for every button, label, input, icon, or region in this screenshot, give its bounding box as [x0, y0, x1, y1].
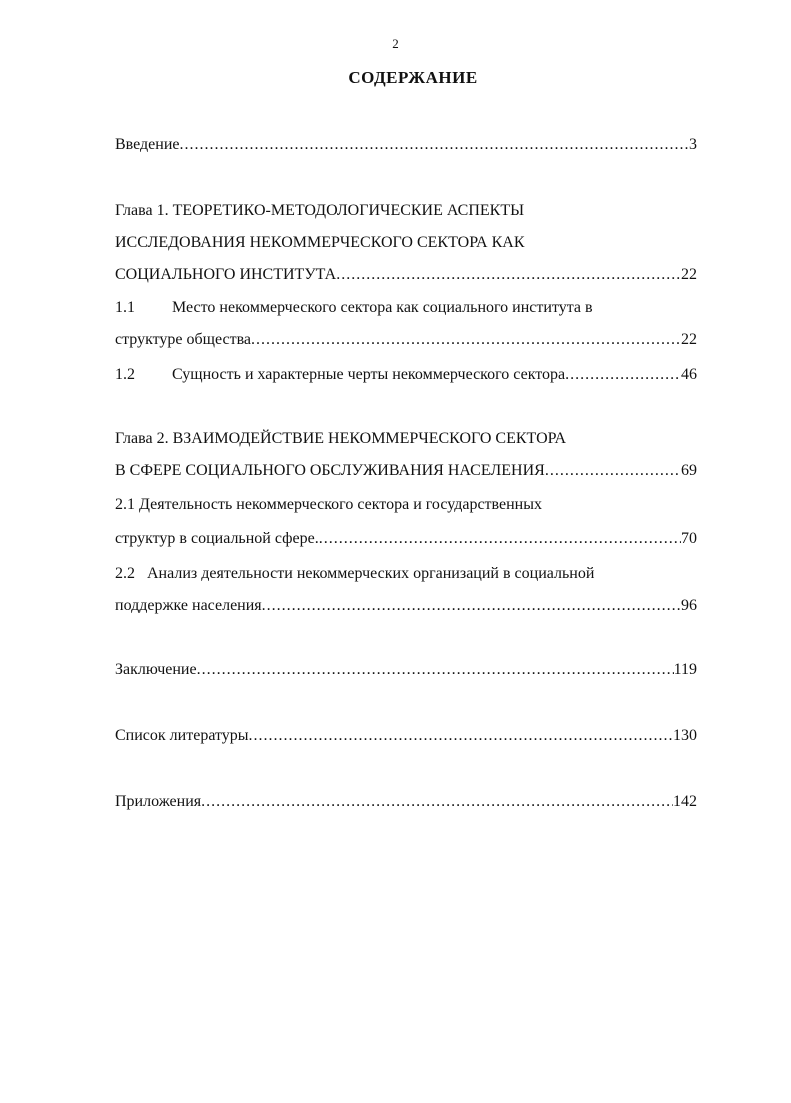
toc-entry-chapter-1[interactable]: [115, 264, 697, 286]
dot-leader: [319, 528, 681, 550]
toc-entry-label: Список литературы: [115, 727, 249, 744]
toc-entry-page: 142: [673, 793, 697, 810]
dot-leader: [180, 134, 690, 156]
toc-entry-chapter-2[interactable]: [115, 460, 697, 482]
chapter-1-heading-line-2[interactable]: ИССЛЕДОВАНИЯ НЕКОММЕРЧЕСКОГО СЕКТОРА КАК: [115, 234, 525, 251]
dot-leader: [336, 264, 681, 286]
page-title: СОДЕРЖАНИЕ: [348, 68, 478, 87]
dot-leader: [262, 595, 681, 617]
toc-entry-page: 69: [681, 462, 697, 479]
dot-leader: [197, 659, 674, 681]
section-title: Место некоммерческого сектора как социального института в: [172, 299, 593, 316]
section-number: 1.1: [115, 299, 135, 316]
dot-leader: [565, 364, 681, 386]
toc-entry-page: 96: [681, 597, 697, 614]
toc-entry-section-1-1-line-1[interactable]: [115, 297, 697, 319]
dot-leader: [201, 791, 673, 813]
toc-entry-section-2-1[interactable]: [115, 528, 697, 550]
dot-leader: [251, 329, 681, 351]
section-title: Сущность и характерные черты некоммерческого сектора: [172, 366, 566, 383]
dot-leader: [545, 460, 681, 482]
chapter-2-heading-line-1[interactable]: Глава 2. ВЗАИМОДЕЙСТВИЕ НЕКОММЕРЧЕСКОГО СЕКТОРА: [115, 430, 567, 447]
toc-entry-page: 3: [689, 136, 697, 153]
toc-entry-section-2-2-line-1[interactable]: 2.2 Анализ деятельности некоммерческих организаций в социальной: [115, 565, 595, 582]
toc-entry-page: 22: [681, 266, 697, 283]
toc-entry-label: В СФЕРЕ СОЦИАЛЬНОГО ОБСЛУЖИВАНИЯ НАСЕЛЕНИЯ: [115, 462, 545, 479]
toc-entry-label: СОЦИАЛЬНОГО ИНСТИТУТА: [115, 266, 337, 283]
page-number: 2: [392, 36, 399, 51]
toc-entry-label: Приложения: [115, 793, 202, 810]
toc-entry-label: Заключение: [115, 661, 197, 678]
toc-entry-references[interactable]: [115, 725, 697, 747]
toc-entry-page: 119: [673, 661, 697, 678]
toc-entry-page: 46: [681, 366, 697, 383]
toc-entry-section-1-1[interactable]: [115, 329, 697, 351]
toc-entry-label: поддержке населения: [115, 597, 262, 614]
toc-entry-label: Введение: [115, 136, 180, 153]
toc-entry-page: 70: [681, 530, 697, 547]
toc-entry-conclusion[interactable]: [115, 659, 697, 681]
chapter-1-heading-line-1[interactable]: Глава 1. ТЕОРЕТИКО-МЕТОДОЛОГИЧЕСКИЕ АСПЕКТЫ: [115, 202, 525, 219]
toc-entry-section-1-2[interactable]: [115, 364, 697, 386]
toc-entry-page: 130: [673, 727, 697, 744]
toc-entry-label: структур в социальной сфере.: [115, 530, 319, 547]
toc-entry-page: 22: [681, 331, 697, 348]
section-number: 1.2: [115, 366, 135, 383]
dot-leader: [249, 725, 673, 747]
toc-entry-label: структуре общества: [115, 331, 252, 348]
toc-entry-introduction[interactable]: [115, 134, 697, 156]
toc-entry-appendices[interactable]: [115, 791, 697, 813]
toc-entry-section-2-2[interactable]: [115, 595, 697, 617]
toc-entry-label: [115, 364, 565, 386]
toc-entry-section-2-1-line-1[interactable]: 2.1 Деятельность некоммерческого сектора и государственных: [115, 496, 542, 513]
